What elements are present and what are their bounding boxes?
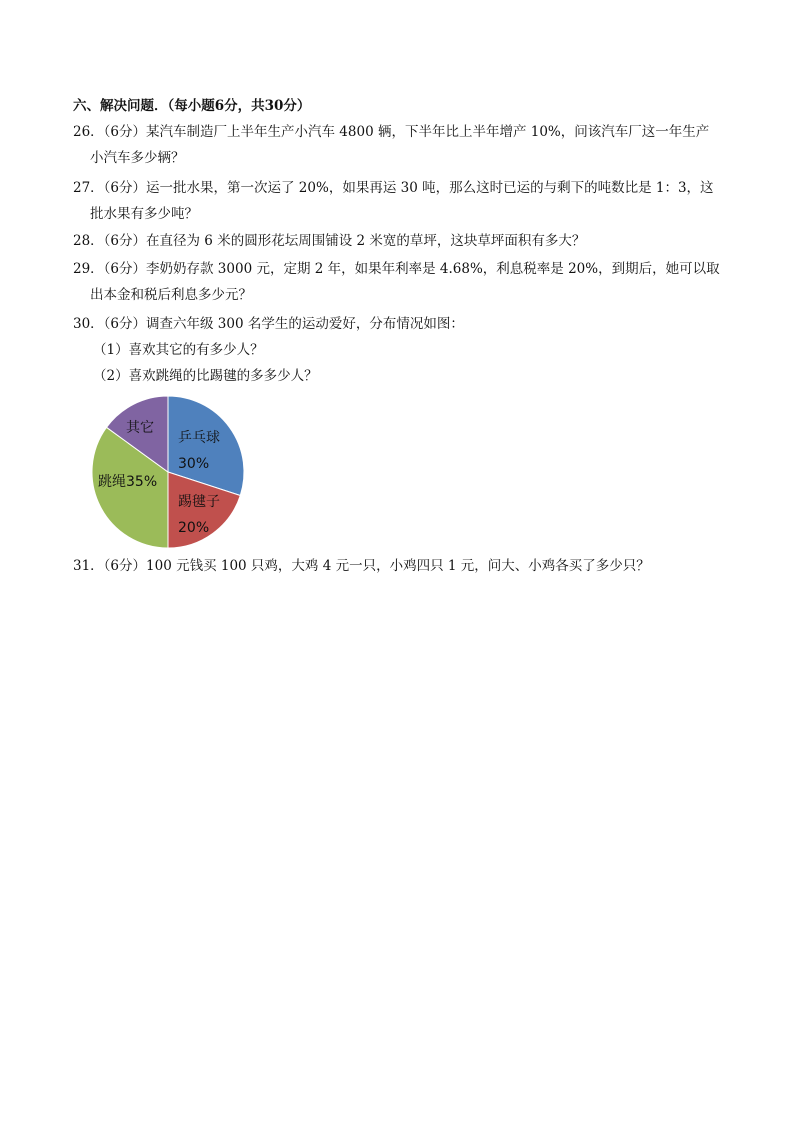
question-text-continued: 批水果有多少吨？: [90, 206, 198, 222]
sports-pie-chart: [90, 394, 250, 554]
question-text: 29．（6分）李奶奶存款 3000 元，定期 2 年，如果年利率是 4.68%，利息税率是 20%，到期后，她可以取: [73, 261, 720, 277]
pie-label-4-1: 其它: [126, 420, 154, 436]
question-text-continued: 小汽车多少辆？: [90, 150, 185, 166]
question-text: 31．（6分）100 元钱买 100 只鸡，大鸡 4 元一只，小鸡四只 1 元，问大、小鸡各买了多少只？: [73, 558, 650, 574]
section-title: 六、解决问题．（每小题6分，共30分）: [73, 98, 311, 114]
question-29: [73, 256, 728, 308]
pie-label-1-1: 乒乓球: [178, 430, 220, 446]
question-text: 26．（6分）某汽车制造厂上半年生产小汽车 4800 辆，下半年比上半年增产 10%，问该汽车厂这一年生产: [73, 124, 710, 140]
question-30: [73, 311, 728, 389]
pie-label-1-2: 30%: [178, 456, 210, 472]
pie-label-2-2: 20%: [178, 520, 210, 536]
question-text: 27．（6分）运一批水果，第一次运了 20%，如果再运 30 吨，那么这时已运的与剩下的吨数比是 1：3，这: [73, 180, 714, 196]
sub-question-2: （2）喜欢跳绳的比踢毽的多多少人？: [93, 368, 318, 384]
pie-label-2-1: 踢毽子: [178, 494, 220, 510]
question-28: [73, 228, 728, 254]
question-text-continued: 出本金和税后利息多少元？: [90, 287, 252, 303]
pie-chart-svg: [90, 394, 250, 554]
question-31: [73, 553, 728, 579]
question-text: 28．（6分）在直径为 6 米的圆形花坛周围铺设 2 米宽的草坪，这块草坪面积有多大？: [73, 233, 586, 249]
question-27: [73, 175, 728, 227]
pie-label-3-1: 跳绳35%: [98, 474, 158, 490]
question-26: [73, 119, 728, 171]
sub-question-1: （1）喜欢其它的有多少人？: [93, 342, 264, 358]
question-text: 30．（6分）调查六年级 300 名学生的运动爱好，分布情况如图：: [73, 316, 464, 332]
